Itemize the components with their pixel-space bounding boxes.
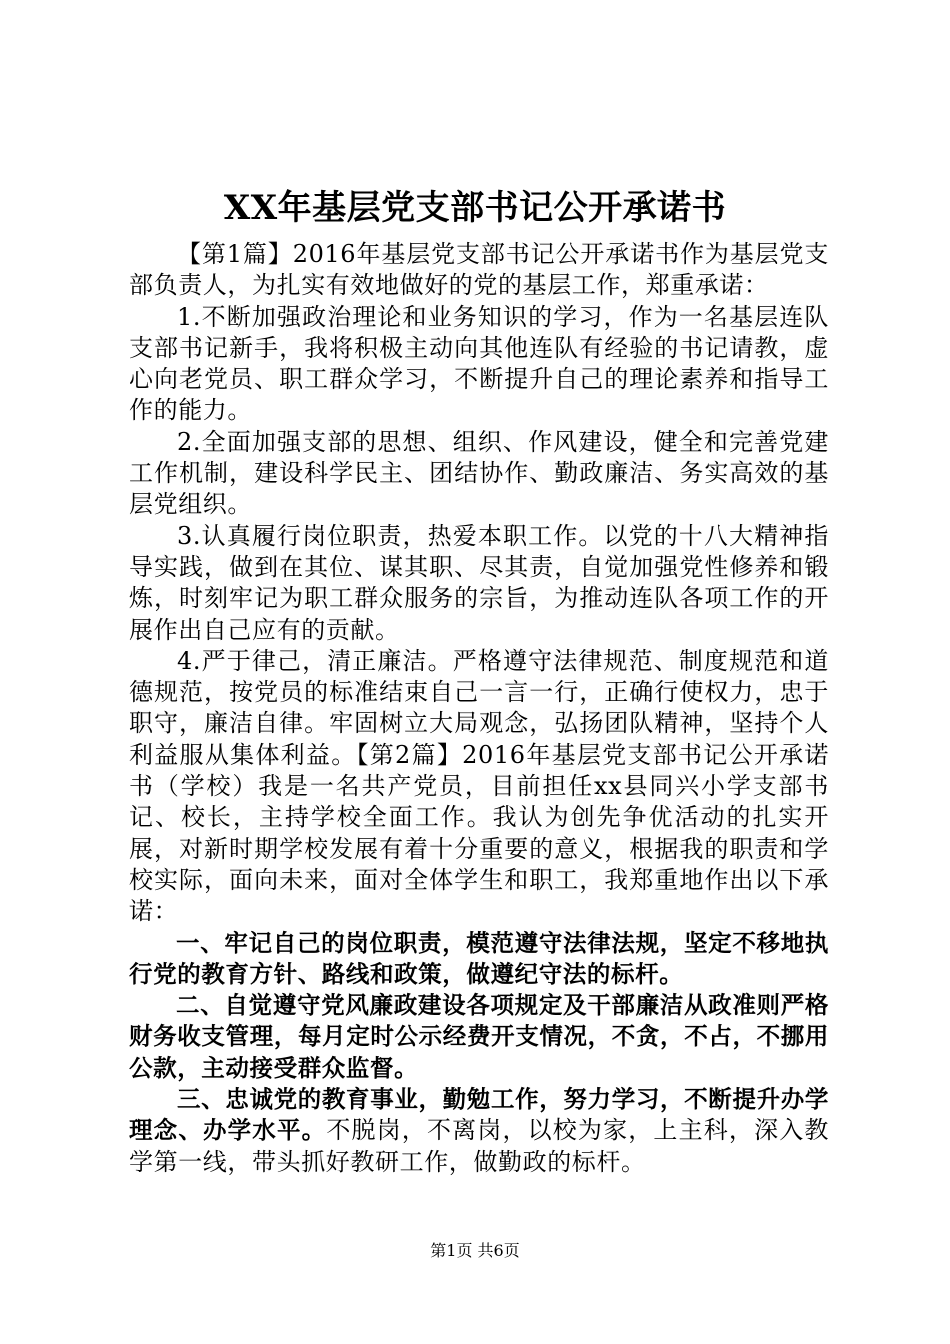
document-body (129, 239, 829, 1178)
paragraph-pledge-2: 二、自觉遵守党风廉政建设各项规定及干部廉洁从政准则严格财务收支管理，每月定时公示经费开支情况，不贪，不占，不挪用公款，主动接受群众监督。 (129, 991, 829, 1082)
paragraph-pledge-3 (129, 1084, 829, 1178)
paragraph-item-3: 3.认真履行岗位职责，热爱本职工作。以党的十八大精神指导实践，做到在其位、谋其职、尽其责，自觉加强党性修养和锻炼，时刻牢记为职工群众服务的宗旨，为推动连队各项工作的开展作出自己应有的贡献。 (129, 521, 829, 644)
paragraph-intro: 【第1篇】2016年基层党支部书记公开承诺书作为基层党支部负责人，为扎实有效地做好的党的基层工作，郑重承诺： (129, 240, 829, 300)
paragraph-item-1: 1.不断加强政治理论和业务知识的学习，作为一名基层连队支部书记新手，我将积极主动向其他连队有经验的书记请教，虚心向老党员、职工群众学习，不断提升自己的理论素养和指导工作的能力。 (129, 302, 829, 425)
pledge-3-normal-text: 不脱岗，不离岗，以校为家，上主科，深入教学第一线，带头抓好教研工作，做勤政的标杆。 (129, 1116, 829, 1176)
page-footer: 第1页 共6页 (430, 1241, 520, 1260)
paragraph-item-2: 2.全面加强支部的思想、组织、作风建设，健全和完善党建工作机制，建设科学民主、团结协作、勤政廉洁、务实高效的基层党组织。 (129, 427, 829, 519)
pledge-3-bold-text: 三、忠诚党的教育事业，勤勉工作，努力学习，不断提升办学理念、办学水平。 (129, 1085, 829, 1145)
paragraph-pledge-1: 一、牢记自己的岗位职责，模范遵守法律法规，坚定不移地执行党的教育方针、路线和政策，做遵纪守法的标杆。 (129, 928, 829, 988)
page-title: XX年基层党支部书记公开承诺书 (223, 188, 727, 228)
paragraph-item-4: 4.严于律己，清正廉洁。严格遵守法律规范、制度规范和道德规范，按党员的标准结束自己一言一行，正确行使权力，忠于职守，廉洁自律。牢固树立大局观念，弘扬团队精神，坚持个人利益服从集体利益。【第2篇】2016年基层党支部书记公开承诺书（学校）我是一名共产党员，目前担任xx县同兴小学支部书记、校长，主持学校全面工作。我认为创先争优活动的扎实开展，对新时期学校发展有着十分重要的意义，根据我的职责和学校实际，面向未来，面对全体学生和职工，我郑重地作出以下承诺： (129, 646, 829, 926)
